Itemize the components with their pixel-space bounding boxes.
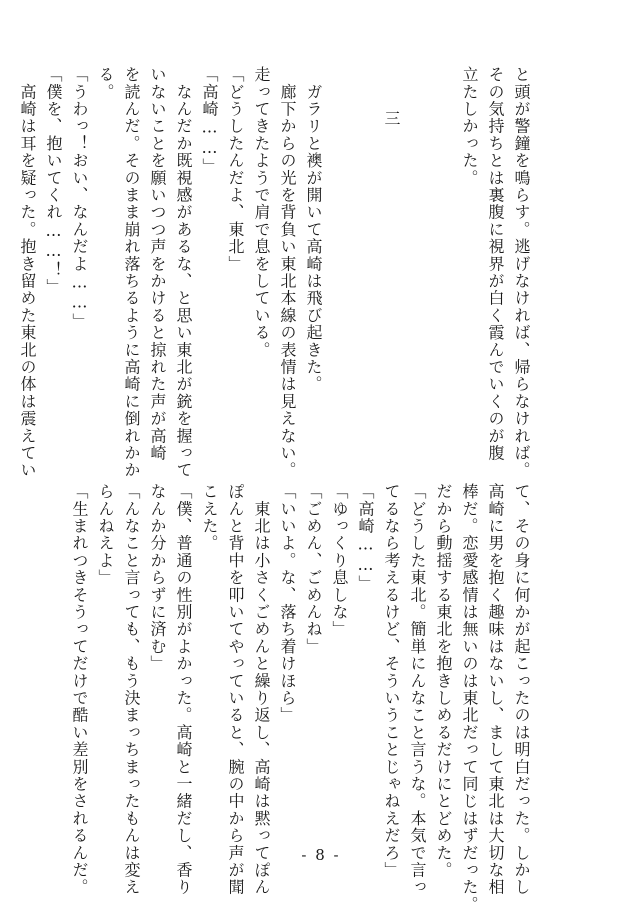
text-line: 高崎は耳を疑った。抱き留めた東北の体は震えてい (18, 66, 37, 479)
lower-text-block (66, 483, 534, 913)
text-line: ぽんと背中を叩いてやっていると、腕の中から声が聞 (226, 483, 245, 896)
text-line (352, 66, 378, 466)
text-line: 「僕、普通の性別がよかった。高崎と一緒だし、香り (174, 483, 193, 896)
text-line: だから動揺する東北を抱きしめるだけにとどめた。 (434, 483, 453, 879)
upper-text-block (14, 66, 534, 479)
text-line: 「いいよ。な、落ち着けほら」 (278, 483, 297, 724)
text-line: いないことを願いつつ声をかけると掠れた声が高崎 (148, 66, 167, 462)
text-line: 「ゆっくり息しな」 (330, 483, 349, 638)
text-line (404, 66, 430, 466)
text-line: らんねえよ」 (96, 483, 115, 587)
text-line: と頭が警鐘を鳴らす。逃げなければ、帰らなければ。 (512, 66, 531, 479)
chapter-heading: 三 (382, 110, 401, 128)
text-line (326, 66, 352, 466)
text-line: 棒だ。恋愛感情は無いのは東北だって同じはずだった。 (460, 483, 479, 913)
text-line (430, 66, 456, 466)
text-line: 立たしかった。 (460, 66, 479, 187)
text-line: その気持ちとは裏腹に視界が白く霞んでいくのが腹 (486, 66, 505, 462)
text-line: なんだか既視感があるな、と思い東北が銃を握って (174, 66, 193, 479)
text-line: 走ってきたようで肩で息をしている。 (252, 66, 271, 359)
text-line: 「高崎……」 (356, 483, 375, 593)
text-line: ガラリと襖が開いて高崎は飛び起きた。 (304, 66, 323, 393)
text-line: 「うわっ！おい、なんだよ……」 (70, 66, 89, 330)
text-line: を読んだ。そのまま崩れ落ちるように高崎に倒れかか (122, 66, 141, 479)
text-line: 高崎に男を抱く趣味はないし、まして東北は大切な相 (486, 483, 505, 896)
text-line: 「高崎……」 (200, 66, 219, 176)
page-number: - 8 - (301, 846, 341, 864)
text-line: て、その身に何かが起こったのは明白だった。しかし (512, 483, 531, 896)
text-line: 「ごめん、ごめんね」 (304, 483, 323, 655)
text-line: こえた。 (200, 483, 219, 552)
text-line: 「生まれつきそうってだけで酷い差別をされるんだ。 (70, 483, 89, 896)
text-line: 「どうしたんだよ、東北」 (226, 66, 245, 273)
text-line: る。 (96, 66, 115, 101)
text-line: 東北は小さくごめんと繰り返し、高崎は黙ってぽん (252, 483, 271, 896)
text-line: 「んなこと言っても、もう決まっちまったもんは変え (122, 483, 141, 896)
text-line: 「どうした東北。簡単にんなこと言うな。本気で言っ (408, 483, 427, 896)
text-line: てるなら考えるけど、そういうことじゃねえだろ」 (382, 483, 401, 879)
text-line: 廊下からの光を背負い東北本線の表情は見えない。 (278, 66, 297, 479)
text-line: 「僕を、抱いてくれ……！」 (44, 66, 63, 296)
text-line: なんか分からずに済む」 (148, 483, 167, 673)
